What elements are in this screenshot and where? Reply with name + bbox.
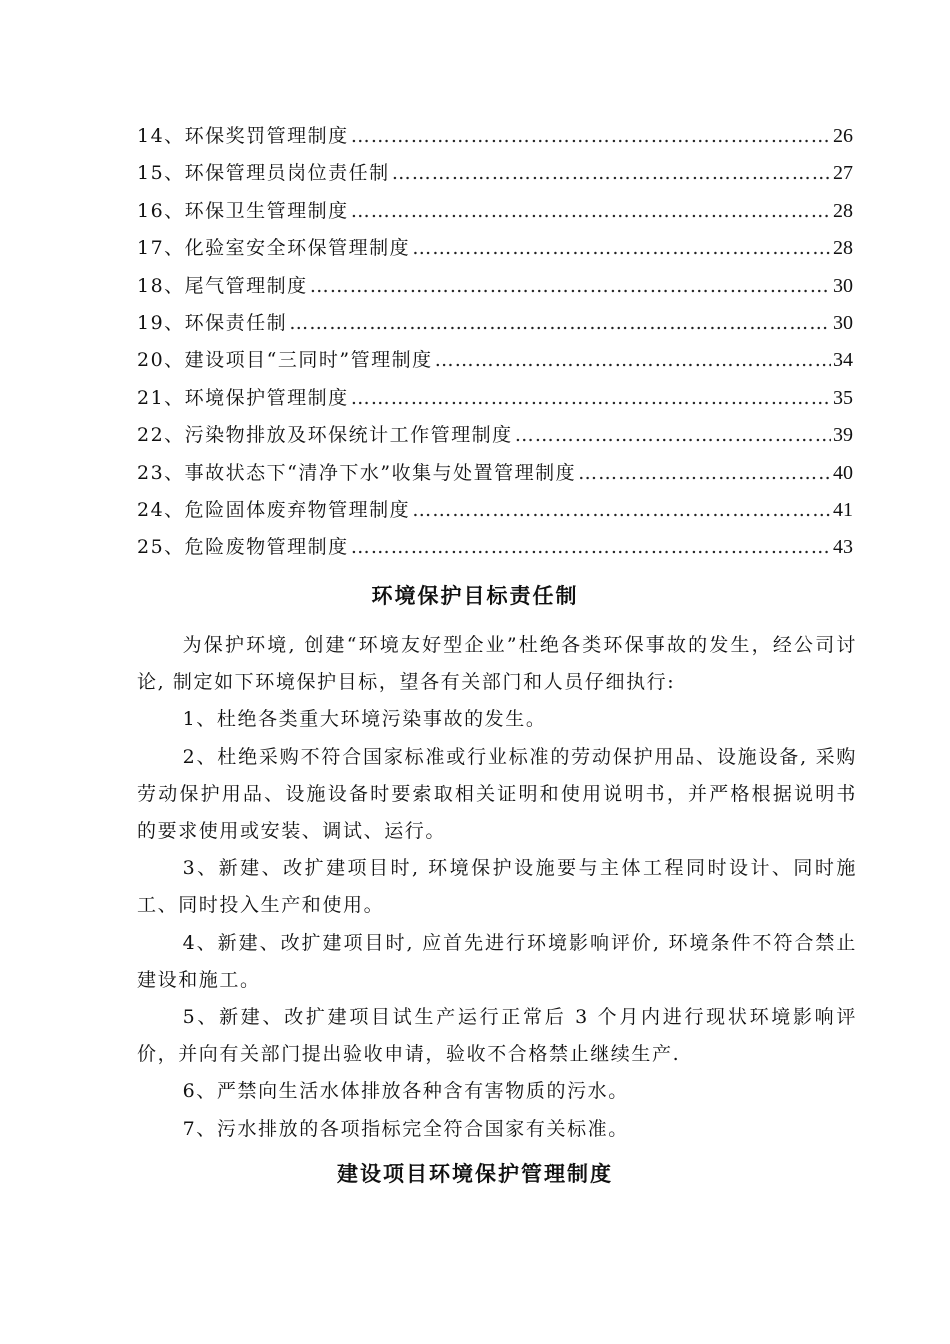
toc-entry-title: 22、污染物排放及环保统计工作管理制度 [137, 424, 513, 447]
paragraph: 为保护环境, 创建“环境友好型企业”杜绝各类环保事故的发生，经公司讨论, 制定如下环境保护目标，望各有关部门和人员仔细执行: [137, 634, 857, 694]
toc-dot-leader [392, 155, 831, 192]
toc-entry [137, 342, 853, 379]
toc-entry-page: 30 [833, 274, 853, 297]
toc-dot-leader [351, 529, 831, 566]
toc-dot-leader [351, 380, 831, 417]
toc-entry [137, 380, 853, 417]
toc-dot-leader [412, 492, 831, 529]
toc-entry-title: 14、环保奖罚管理制度 [137, 125, 349, 147]
toc-entry-page: 43 [833, 536, 853, 559]
toc-entry-page: 26 [833, 125, 853, 147]
toc-entry [137, 193, 853, 230]
paragraph: 5、新建、改扩建项目试生产运行正常后 3 个月内进行现状环境影响评价，并向有关部门提出验收申请，验收不合格禁止继续生产. [137, 1006, 857, 1066]
toc-entry-page: 27 [833, 162, 853, 185]
toc-entry [137, 492, 853, 529]
toc-dot-leader [310, 268, 831, 305]
paragraph: 4、新建、改扩建项目时, 应首先进行环境影响评价, 环境条件不符合禁止建设和施工。 [137, 931, 857, 991]
toc-entry-page: 40 [833, 461, 853, 484]
toc-entry-title: 17、化验室安全环保管理制度 [137, 237, 411, 260]
toc-entry-page: 34 [833, 349, 853, 372]
table-of-contents [137, 118, 853, 567]
toc-entry [137, 417, 853, 454]
paragraph: 3、新建、改扩建项目时, 环境保护设施要与主体工程同时设计、同时施工、同时投入生产和使用。 [137, 857, 857, 917]
section-heading: 环境保护目标责任制 [371, 584, 579, 608]
toc-entry-title: 24、危险固体废弃物管理制度 [137, 498, 411, 521]
toc-entry-title: 18、尾气管理制度 [137, 274, 308, 297]
toc-dot-leader [351, 118, 831, 155]
toc-dot-leader [435, 342, 831, 379]
paragraph: 6、严禁向生活水体排放各种含有害物质的污水。 [182, 1080, 629, 1103]
toc-entry [137, 118, 853, 155]
toc-entry-title: 15、环保管理员岗位责任制 [137, 162, 390, 185]
toc-entry-page: 39 [833, 424, 853, 447]
section-heading: 建设项目环境保护管理制度 [337, 1162, 613, 1186]
toc-entry [137, 455, 853, 492]
toc-dot-leader [578, 455, 831, 492]
toc-entry [137, 529, 853, 566]
toc-entry-title: 25、危险废物管理制度 [137, 536, 349, 559]
toc-entry [137, 268, 853, 305]
toc-entry [137, 230, 853, 267]
toc-entry-page: 35 [833, 386, 853, 409]
toc-dot-leader [289, 305, 831, 342]
toc-dot-leader [515, 417, 831, 454]
toc-entry-title: 20、建设项目“三同时”管理制度 [137, 349, 433, 372]
paragraph: 7、污水排放的各项指标完全符合国家有关标准。 [182, 1117, 629, 1140]
toc-entry [137, 155, 853, 192]
toc-entry-title: 21、环境保护管理制度 [137, 386, 349, 409]
toc-entry-page: 28 [833, 237, 853, 260]
toc-entry-title: 23、事故状态下“清净下水”收集与处置管理制度 [137, 461, 577, 484]
paragraph: 1、杜绝各类重大环境污染事故的发生。 [182, 708, 547, 731]
toc-entry-page: 41 [833, 498, 853, 521]
toc-entry-title: 16、环保卫生管理制度 [137, 199, 349, 222]
toc-entry [137, 305, 853, 342]
paragraph: 2、杜绝采购不符合国家标准或行业标准的劳动保护用品、设施设备, 采购劳动保护用品、设施设备时要索取相关证明和使用说明书，并严格根据说明书的要求使用或安装、调试、运行。 [137, 745, 857, 843]
toc-dot-leader [412, 230, 831, 267]
toc-entry-page: 28 [833, 199, 853, 222]
toc-entry-title: 19、环保责任制 [137, 311, 288, 334]
toc-dot-leader [351, 193, 831, 230]
section-body [137, 627, 857, 1148]
toc-entry-page: 30 [833, 311, 853, 334]
